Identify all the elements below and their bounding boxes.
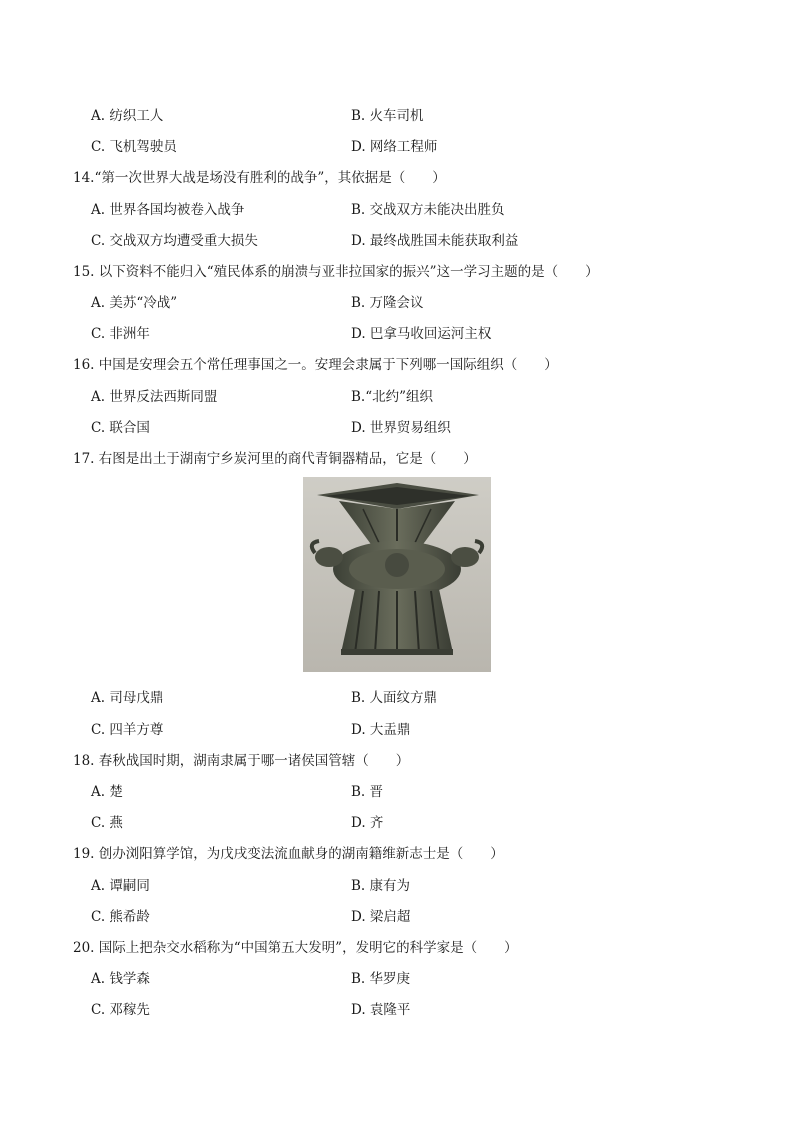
q20-option-a: A. 钱学森 bbox=[91, 971, 150, 987]
bronze-vessel-figure bbox=[303, 477, 491, 672]
option-a: A. 纺织工人 bbox=[91, 108, 164, 124]
q14-option-b: B. 交战双方未能决出胜负 bbox=[351, 202, 505, 218]
q14-option-a: A. 世界各国均被卷入战争 bbox=[91, 202, 245, 218]
question-16-stem: 16. 中国是安理会五个常任理事国之一。安理会隶属于下列哪一国际组织（ ） bbox=[73, 357, 558, 373]
option-b: B. 火车司机 bbox=[351, 108, 424, 124]
q18-option-c: C. 燕 bbox=[91, 815, 123, 831]
q15-option-b: B. 万隆会议 bbox=[351, 295, 424, 311]
q15-option-a: A. 美苏“冷战” bbox=[91, 295, 178, 311]
q16-option-c: C. 联合国 bbox=[91, 420, 150, 436]
question-15-stem: 15. 以下资料不能归入“殖民体系的崩溃与亚非拉国家的振兴”这一学习主题的是（ ） bbox=[73, 264, 599, 280]
q15-option-c: C. 非洲年 bbox=[91, 326, 150, 342]
question-19-stem: 19. 创办浏阳算学馆，为戊戌变法流血献身的湖南籍维新志士是（ ） bbox=[73, 846, 504, 862]
q18-option-a: A. 楚 bbox=[91, 784, 123, 800]
q14-option-c: C. 交战双方均遭受重大损失 bbox=[91, 233, 258, 249]
q20-option-c: C. 邓稼先 bbox=[91, 1002, 150, 1018]
q16-option-d: D. 世界贸易组织 bbox=[351, 420, 451, 436]
question-20-stem: 20. 国际上把杂交水稻称为“中国第五大发明”，发明它的科学家是（ ） bbox=[73, 940, 518, 956]
q20-option-d: D. 袁隆平 bbox=[351, 1002, 411, 1018]
option-d: D. 网络工程师 bbox=[351, 139, 438, 155]
q19-option-b: B. 康有为 bbox=[351, 878, 411, 894]
q17-option-b: B. 人面纹方鼎 bbox=[351, 690, 438, 706]
q16-option-a: A. 世界反法西斯同盟 bbox=[91, 389, 218, 405]
q18-option-b: B. 晋 bbox=[351, 784, 384, 800]
q17-option-d: D. 大盂鼎 bbox=[351, 722, 411, 738]
q16-option-b: B.“北约”组织 bbox=[351, 389, 434, 405]
question-18-stem: 18. 春秋战国时期，湖南隶属于哪一诸侯国管辖（ ） bbox=[73, 753, 410, 769]
q19-option-d: D. 梁启超 bbox=[351, 909, 411, 925]
q18-option-d: D. 齐 bbox=[351, 815, 384, 831]
q19-option-a: A. 谭嗣同 bbox=[91, 878, 150, 894]
q15-option-d: D. 巴拿马收回运河主权 bbox=[351, 326, 492, 342]
q20-option-b: B. 华罗庚 bbox=[351, 971, 411, 987]
question-14-stem: 14.“第一次世界大战是场没有胜利的战争”，其依据是（ ） bbox=[73, 170, 446, 186]
q17-option-c: C. 四羊方尊 bbox=[91, 722, 164, 738]
q19-option-c: C. 熊希龄 bbox=[91, 909, 150, 925]
option-c: C. 飞机驾驶员 bbox=[91, 139, 177, 155]
four-ram-square-zun-image bbox=[303, 477, 491, 672]
q14-option-d: D. 最终战胜国未能获取利益 bbox=[351, 233, 519, 249]
question-17-stem: 17. 右图是出土于湖南宁乡炭河里的商代青铜器精品，它是（ ） bbox=[73, 451, 477, 467]
q17-option-a: A. 司母戊鼎 bbox=[91, 690, 164, 706]
